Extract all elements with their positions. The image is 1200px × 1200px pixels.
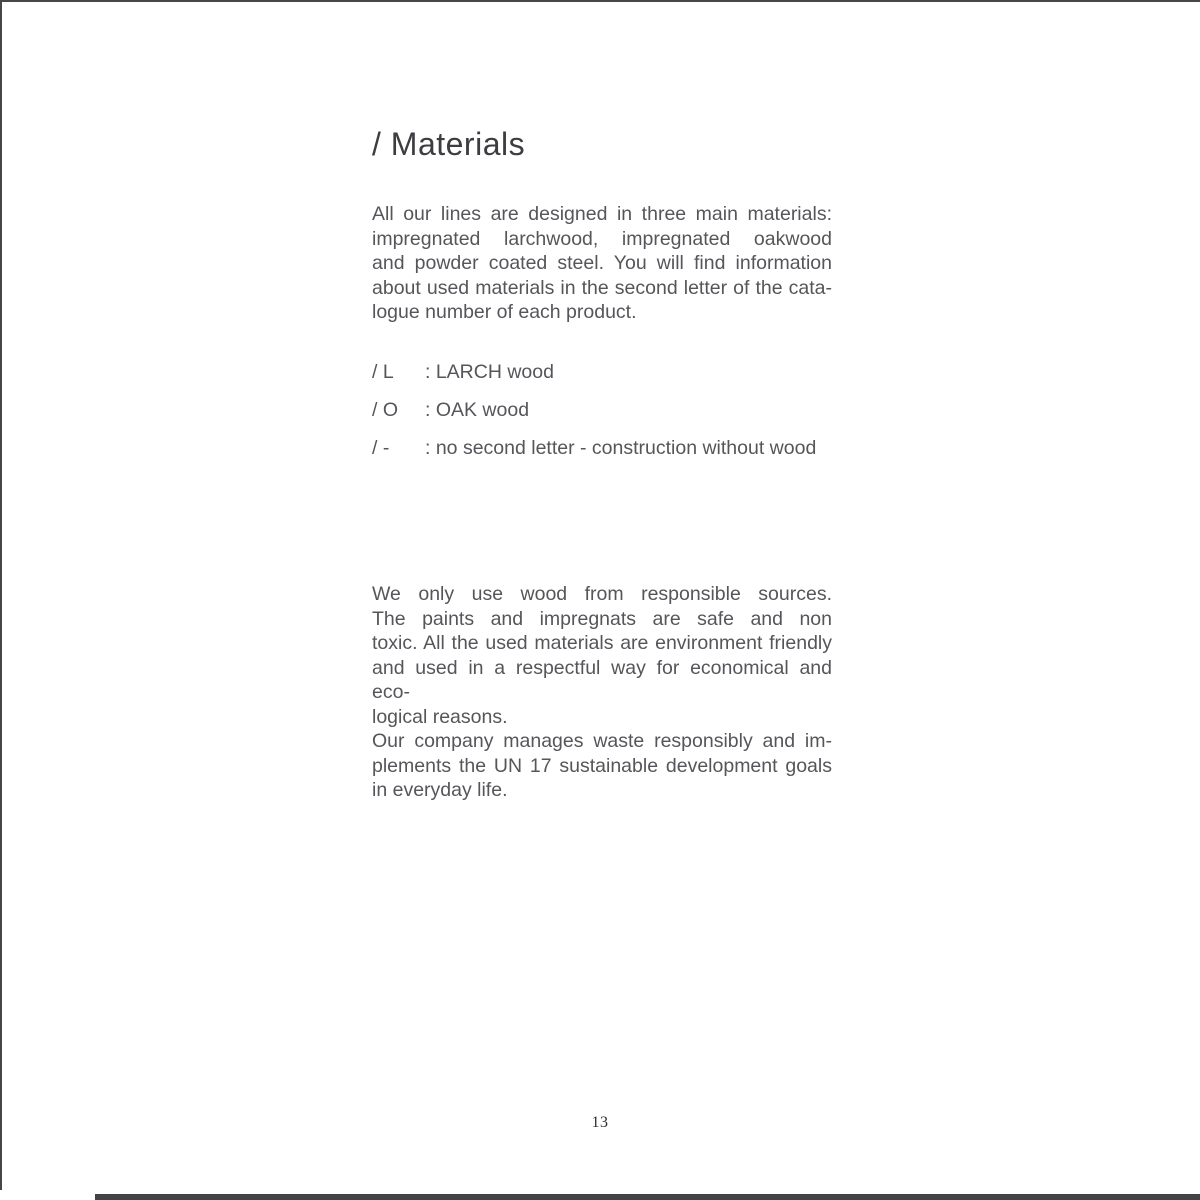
material-code-row (372, 436, 832, 460)
materials-intro-paragraph (372, 202, 832, 325)
text-line: plements the UN 17 sustainable development goals (372, 754, 832, 777)
text-line: logue number of each product. (372, 301, 637, 323)
sustainability-section (372, 582, 832, 803)
material-code-legend (372, 360, 832, 474)
material-description: : no second letter - construction without wood (425, 437, 817, 459)
responsible-sources-paragraph (372, 582, 832, 729)
material-code: / L (372, 361, 394, 383)
text-line: Our company manages waste responsibly and im- (372, 730, 832, 752)
text-line: toxic. All the used materials are environment friendly (372, 632, 832, 654)
page-title: / Materials (372, 126, 526, 162)
text-line: The paints and impregnats are safe and non (372, 607, 832, 630)
text-line: impregnated larchwood, impregnated oakwood (372, 227, 832, 250)
material-code-row (372, 360, 832, 384)
material-description: : LARCH wood (425, 361, 554, 383)
page-number: 13 (591, 1114, 609, 1131)
material-code: / - (372, 437, 390, 459)
text-line: and used in a respectful way for economical and eco- (372, 656, 832, 703)
text-line: logical reasons. (372, 705, 508, 728)
page-content-column (372, 0, 832, 1200)
text-line: in everyday life. (372, 779, 508, 801)
text-line: about used materials in the second letter of the cata- (372, 276, 832, 299)
company-waste-paragraph (372, 729, 832, 803)
page-frame-left-line (0, 0, 2, 1190)
material-code: / O (372, 399, 399, 421)
text-line: We only use wood from responsible sources. (372, 583, 832, 605)
material-code-row (372, 398, 832, 422)
text-line: and powder coated steel. You will find information (372, 252, 832, 274)
material-description: : OAK wood (425, 399, 530, 421)
text-line: All our lines are designed in three main materials: (372, 203, 832, 225)
